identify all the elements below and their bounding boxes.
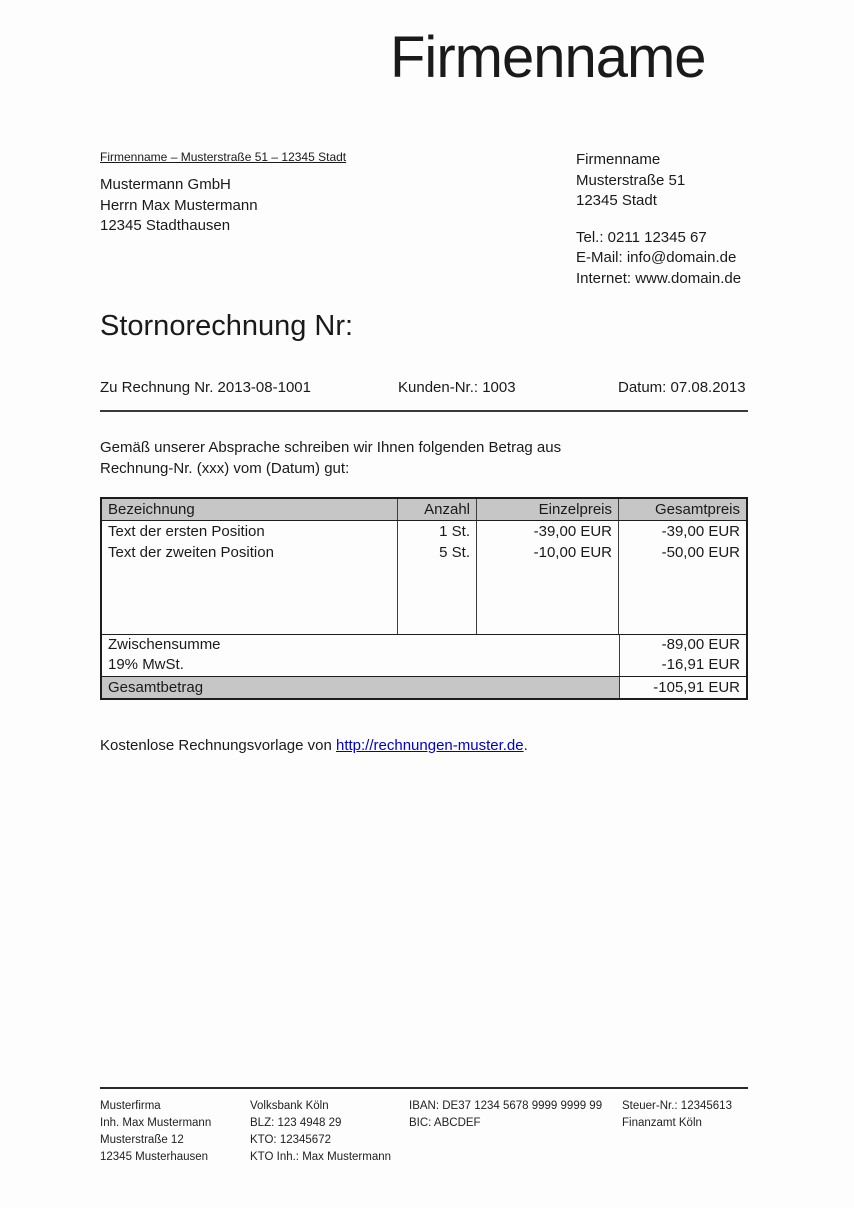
column-anzahl	[398, 521, 477, 634]
customer-number: Kunden-Nr.: 1003	[398, 379, 516, 396]
footer-street: Musterstraße 12	[100, 1134, 184, 1146]
note-text: Kostenlose Rechnungsvorlage von	[100, 737, 336, 754]
footer-company-column	[100, 1098, 211, 1166]
document-title: Stornorechnung Nr:	[100, 310, 354, 342]
subtotal-amount: -89,00 EUR	[619, 635, 746, 655]
items-table	[100, 497, 748, 700]
footer-blz: BLZ: 123 4948 29	[250, 1117, 342, 1129]
subtotal-row	[102, 634, 746, 655]
column-header-anzahl: Anzahl	[398, 499, 477, 520]
company-contact-block	[576, 150, 741, 289]
item-total: -50,00 EUR	[661, 543, 740, 561]
template-credit-note	[100, 737, 528, 754]
vat-row	[102, 655, 746, 676]
footer-owner: Inh. Max Mustermann	[100, 1117, 212, 1129]
item-unit-price: -39,00 EUR	[533, 523, 612, 540]
footer-bic: BIC: ABCDEF	[409, 1117, 481, 1129]
intro-paragraph	[100, 437, 561, 479]
company-phone: Tel.: 0211 12345 67	[576, 228, 707, 246]
footer-iban-column	[409, 1098, 602, 1132]
column-header-gesamtpreis: Gesamtpreis	[654, 501, 740, 518]
item-unit-price: -10,00 EUR	[533, 543, 612, 561]
item-total: -39,00 EUR	[661, 523, 740, 540]
table-header-row	[102, 499, 746, 521]
column-gesamtpreis	[619, 521, 746, 634]
item-name: Text der zweiten Position	[108, 543, 274, 561]
recipient-city: 12345 Stadthausen	[100, 217, 231, 234]
grand-total-row	[102, 676, 746, 698]
grand-total-amount: -105,91 EUR	[619, 677, 746, 698]
item-name: Text der ersten Position	[108, 523, 265, 540]
spacer	[576, 212, 741, 228]
vat-label: 19% MwSt.	[108, 656, 184, 673]
company-city: 12345 Stadt	[576, 192, 657, 209]
vat-amount: -16,91 EUR	[619, 655, 746, 676]
company-street: Musterstraße 51	[576, 171, 686, 189]
note-suffix: .	[523, 737, 528, 754]
footer-iban: IBAN: DE37 1234 5678 9999 9999 99	[409, 1100, 603, 1112]
company-name: Firmenname	[576, 151, 661, 168]
column-einzelpreis	[477, 521, 619, 634]
grand-total-label: Gesamtbetrag	[102, 677, 619, 698]
footer-tax-column	[622, 1098, 732, 1132]
footer-tax-number: Steuer-Nr.: 12345613	[622, 1100, 732, 1112]
footer-kto-owner: KTO Inh.: Max Mustermann	[250, 1151, 392, 1163]
footer-divider-rule	[100, 1087, 748, 1089]
sender-return-address: Firmenname – Musterstraße 51 – 12345 Stadt	[100, 150, 347, 164]
footer-company-name: Musterfirma	[100, 1100, 161, 1112]
item-quantity: 5 St.	[439, 543, 470, 561]
footer-city: 12345 Musterhausen	[100, 1151, 209, 1163]
company-email: E-Mail: info@domain.de	[576, 249, 737, 266]
recipient-address-block	[100, 175, 258, 237]
footer-tax-office: Finanzamt Köln	[622, 1117, 702, 1129]
invoice-date: Datum: 07.08.2013	[618, 379, 746, 396]
footer-bank-name: Volksbank Köln	[250, 1100, 329, 1112]
column-header-bezeichnung: Bezeichnung	[102, 499, 398, 520]
footer-kto: KTO: 12345672	[250, 1134, 331, 1146]
item-quantity: 1 St.	[439, 523, 470, 540]
table-body	[102, 521, 746, 634]
subtotal-label: Zwischensumme	[108, 636, 221, 653]
column-header-einzelpreis: Einzelpreis	[477, 499, 619, 520]
company-logo-title: Firmenname	[390, 25, 706, 90]
recipient-contact: Herrn Max Mustermann	[100, 196, 258, 214]
template-source-link[interactable]: http://rechnungen-muster.de	[336, 737, 524, 754]
column-bezeichnung	[102, 521, 398, 634]
recipient-name: Mustermann GmbH	[100, 176, 231, 193]
header-divider-rule	[100, 410, 748, 412]
intro-line-1: Gemäß unserer Absprache schreiben wir Ihnen folgenden Betrag aus	[100, 439, 562, 456]
footer-bank-column	[250, 1098, 391, 1166]
company-website: Internet: www.domain.de	[576, 269, 742, 287]
invoice-reference: Zu Rechnung Nr. 2013-08-1001	[100, 379, 311, 396]
intro-line-2: Rechnung-Nr. (xxx) vom (Datum) gut:	[100, 460, 350, 477]
